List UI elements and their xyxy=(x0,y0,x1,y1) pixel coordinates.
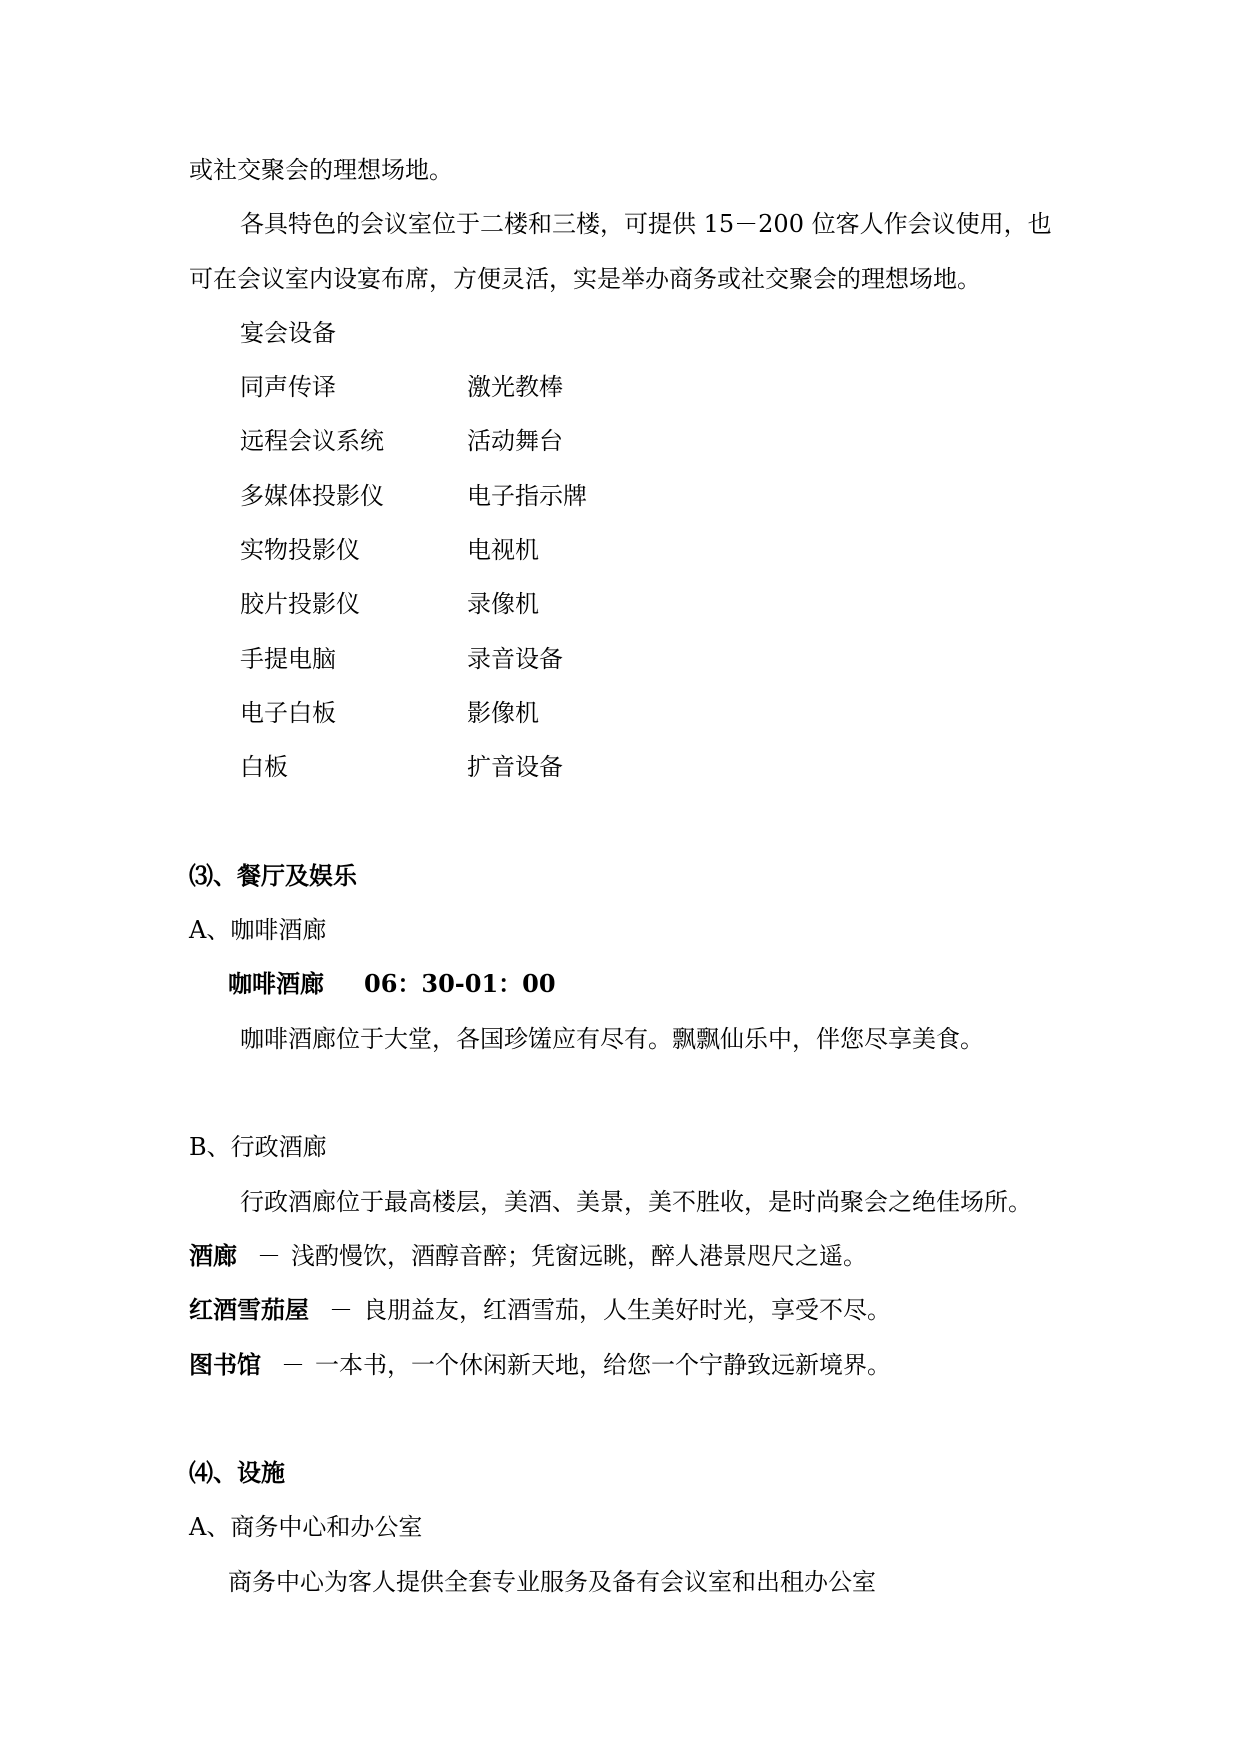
equipment-item: 胶片投影仪 xyxy=(240,590,360,619)
cafe-hours: 06：30-01：00 xyxy=(364,969,556,999)
item-separator: － xyxy=(257,1241,281,1270)
equipment-row xyxy=(189,577,1089,631)
executive-lounge-subheading: B、行政酒廊 xyxy=(189,1133,327,1162)
executive-lounge-item xyxy=(189,1229,1089,1283)
equipment-list xyxy=(189,360,1089,794)
item-separator: － xyxy=(329,1296,353,1325)
equipment-row xyxy=(189,469,1089,523)
meeting-room-paragraph-line-2: 可在会议室内设宴布席，方便灵活，实是举办商务或社交聚会的理想场地。 xyxy=(189,264,981,293)
business-center-description: 商务中心为客人提供全套专业服务及备有会议室和出租办公室 xyxy=(228,1567,876,1596)
equipment-item: 扩音设备 xyxy=(467,753,563,782)
intro-continuation: 或社交聚会的理想场地。 xyxy=(189,156,453,184)
equipment-row xyxy=(189,360,1089,414)
equipment-row xyxy=(189,414,1089,468)
equipment-item: 电视机 xyxy=(467,536,539,565)
facilities-section-heading: ⑷、设施 xyxy=(189,1458,285,1488)
blank-line xyxy=(189,1066,1089,1120)
item-label: 酒廊 xyxy=(189,1240,237,1270)
item-text: 一本书，一个休闲新天地，给您一个宁静致远新境界。 xyxy=(315,1350,891,1379)
dining-section-heading: ⑶、餐厅及娱乐 xyxy=(189,860,357,890)
equipment-item: 录像机 xyxy=(467,590,539,619)
equipment-item: 实物投影仪 xyxy=(240,536,360,565)
equipment-item: 活动舞台 xyxy=(467,427,563,456)
item-separator: － xyxy=(281,1350,305,1379)
equipment-row xyxy=(189,740,1089,794)
executive-lounge-item xyxy=(189,1283,1089,1337)
item-text: 良朋益友，红酒雪茄，人生美好时光，享受不尽。 xyxy=(363,1296,891,1325)
equipment-item: 电子指示牌 xyxy=(467,481,587,510)
item-label: 红酒雪茄屋 xyxy=(189,1295,309,1325)
equipment-row xyxy=(189,632,1089,686)
equipment-item: 录音设备 xyxy=(467,644,563,673)
equipment-item: 影像机 xyxy=(467,698,539,727)
executive-lounge-item xyxy=(189,1338,1089,1392)
item-label: 图书馆 xyxy=(189,1349,261,1379)
blank-line xyxy=(189,795,1089,849)
cafe-description: 咖啡酒廊位于大堂，各国珍馐应有尽有。飘飘仙乐中，伴您尽享美食。 xyxy=(240,1024,984,1053)
equipment-item: 同声传译 xyxy=(240,373,336,402)
business-center-subheading: A、商务中心和办公室 xyxy=(189,1513,423,1542)
document-page xyxy=(189,143,1089,1609)
equipment-item: 远程会议系统 xyxy=(240,427,384,456)
equipment-row xyxy=(189,523,1089,577)
meeting-room-paragraph-line-1: 各具特色的会议室位于二楼和三楼，可提供 15－200 位客人作会议使用，也 xyxy=(240,210,1052,239)
executive-lounge-description: 行政酒廊位于最高楼层，美酒、美景，美不胜收，是时尚聚会之绝佳场所。 xyxy=(240,1187,1032,1216)
item-text: 浅酌慢饮，酒醇音醉；凭窗远眺，醉人港景咫尺之遥。 xyxy=(291,1241,867,1270)
equipment-row xyxy=(189,686,1089,740)
blank-line xyxy=(189,1392,1089,1446)
equipment-item: 手提电脑 xyxy=(240,644,336,673)
equipment-title: 宴会设备 xyxy=(240,318,336,347)
cafe-name: 咖啡酒廊 xyxy=(228,969,324,999)
equipment-item: 电子白板 xyxy=(240,698,336,727)
equipment-item: 白板 xyxy=(240,753,288,782)
cafe-hours-line xyxy=(189,957,1089,1011)
cafe-subheading: A、咖啡酒廊 xyxy=(189,916,327,945)
equipment-item: 多媒体投影仪 xyxy=(240,481,384,510)
equipment-item: 激光教棒 xyxy=(467,373,563,402)
